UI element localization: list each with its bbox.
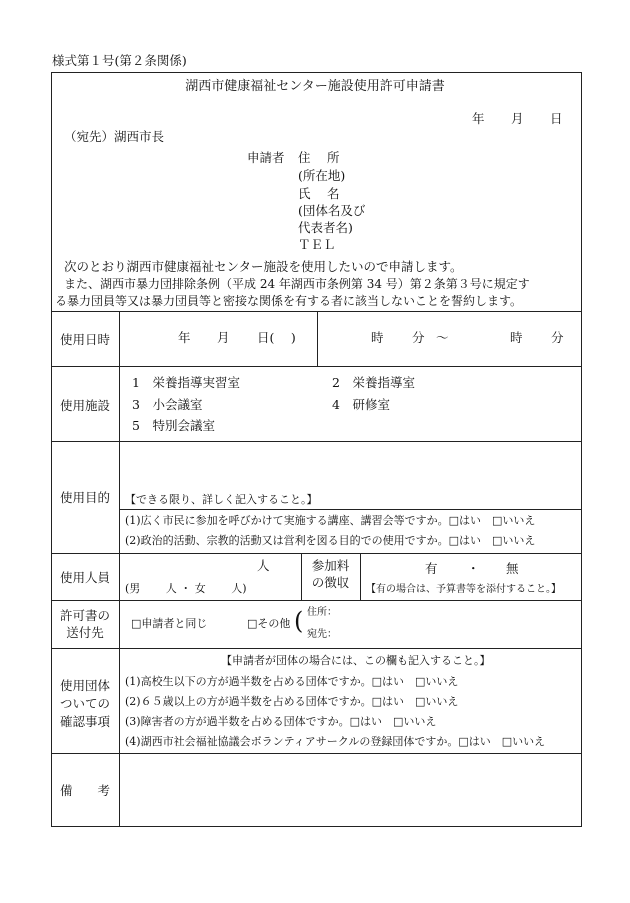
use-day-label[interactable]: 日( ) (257, 330, 296, 345)
facility-option[interactable]: 4 研修室 (332, 397, 390, 412)
statement-line-3: る暴力団員等又は暴力団員等と密接な関係を有する者に該当しないことを誓約します。 (55, 294, 523, 308)
divider (51, 441, 582, 442)
fee-label-2: の徴収 (311, 575, 350, 590)
fee-note: 【有の場合は、予算書等を添付すること。】 (366, 584, 561, 595)
fee-separator: ・ (467, 561, 480, 576)
org-label-1: (団体名及び (298, 203, 366, 218)
group-question-4[interactable]: (4)湖西市社会福祉協議会ボランティアサークルの登録団体ですか。□はい □いいえ (125, 735, 546, 748)
divider (360, 553, 361, 600)
group-label-2: ついての (59, 696, 110, 711)
fee-yes-option[interactable]: 有 (425, 561, 438, 576)
use-year-label[interactable]: 年 (178, 330, 191, 345)
gender-breakdown[interactable]: (男 人 ・ 女 人) (125, 582, 247, 595)
tel-label: ＴＥＬ (298, 237, 336, 252)
group-note: 【申請者が団体の場合には、この欄も記入すること。】 (221, 654, 491, 667)
form-title: 湖西市健康福祉センター施設使用許可申請書 (185, 79, 445, 94)
remarks-label: 備 考 (59, 783, 110, 798)
send-label-1: 許可書の (59, 608, 110, 623)
group-question-2[interactable]: (2)６５歳以上の方が過半数を占める団体ですか。□はい □いいえ (125, 695, 459, 708)
group-question-3[interactable]: (3)障害者の方が過半数を占める団体ですか。□はい □いいえ (125, 715, 437, 728)
divider (119, 509, 582, 510)
start-hour-label[interactable]: 時 (371, 330, 384, 345)
date-year-label: 年 (472, 111, 485, 126)
applicant-label: 申請者 (247, 150, 285, 165)
facility-option[interactable]: 5 特別会議室 (132, 418, 215, 433)
form-number: 様式第１号(第２条関係) (52, 53, 187, 68)
divider (317, 311, 318, 366)
people-count-unit: 人 (257, 558, 270, 573)
facility-label: 使用施設 (59, 398, 110, 413)
purpose-question-1[interactable]: (1)広く市民に参加を呼びかけて実施する講座、講習会等ですか。□はい □いいえ (125, 514, 536, 527)
org-label-2: 代表者名) (298, 220, 353, 235)
send-label-2: 送付先 (66, 625, 104, 640)
location-label: (所在地) (298, 168, 346, 183)
bracket-icon: ( (294, 607, 304, 635)
tilde: 〜 (436, 330, 449, 345)
group-label-3: 確認事項 (59, 714, 110, 729)
facility-option[interactable]: 2 栄養指導室 (332, 375, 415, 390)
fee-label-1: 参加料 (311, 558, 350, 573)
divider (51, 366, 582, 367)
send-recipient-label[interactable]: 宛先： (307, 629, 337, 640)
divider (51, 553, 582, 554)
date-month-label: 月 (511, 111, 524, 126)
name-label: 氏 名 (298, 186, 340, 201)
date-day-label: 日 (550, 111, 563, 126)
purpose-note: 【できる限り、詳しく記入すること。】 (125, 493, 318, 506)
statement-line-1: 次のとおり湖西市健康福祉センター施設を使用したいので申請します。 (64, 259, 463, 274)
send-other-checkbox[interactable]: □その他 (247, 617, 291, 630)
address-label: 住 所 (298, 150, 340, 165)
divider (51, 648, 582, 649)
divider (119, 311, 120, 827)
datetime-label: 使用日時 (59, 332, 110, 347)
divider (51, 600, 582, 601)
purpose-label: 使用目的 (59, 490, 110, 505)
facility-option[interactable]: 3 小会議室 (132, 397, 203, 412)
end-minute-label[interactable]: 分 (551, 330, 564, 345)
group-question-1[interactable]: (1)高校生以下の方が過半数を占める団体ですか。□はい □いいえ (125, 675, 459, 688)
purpose-question-2[interactable]: (2)政治的活動、宗教的活動又は営利を図る目的での使用ですか。□はい □いいえ (125, 534, 536, 547)
facility-option[interactable]: 1 栄養指導実習室 (132, 375, 240, 390)
people-label: 使用人員 (59, 570, 110, 585)
end-hour-label[interactable]: 時 (510, 330, 523, 345)
start-minute-label[interactable]: 分 (412, 330, 425, 345)
send-same-checkbox[interactable]: □申請者と同じ (131, 617, 208, 630)
use-month-label[interactable]: 月 (217, 330, 230, 345)
addressee: （宛先）湖西市長 (64, 129, 165, 144)
statement-line-2: また、湖西市暴力団排除条例（平成 24 年湖西市条例第 34 号）第２条第３号に規定す (64, 277, 530, 291)
fee-no-option[interactable]: 無 (506, 561, 519, 576)
group-label-1: 使用団体 (59, 678, 110, 693)
remarks-field[interactable] (120, 754, 581, 826)
send-address-label[interactable]: 住所： (307, 607, 337, 618)
